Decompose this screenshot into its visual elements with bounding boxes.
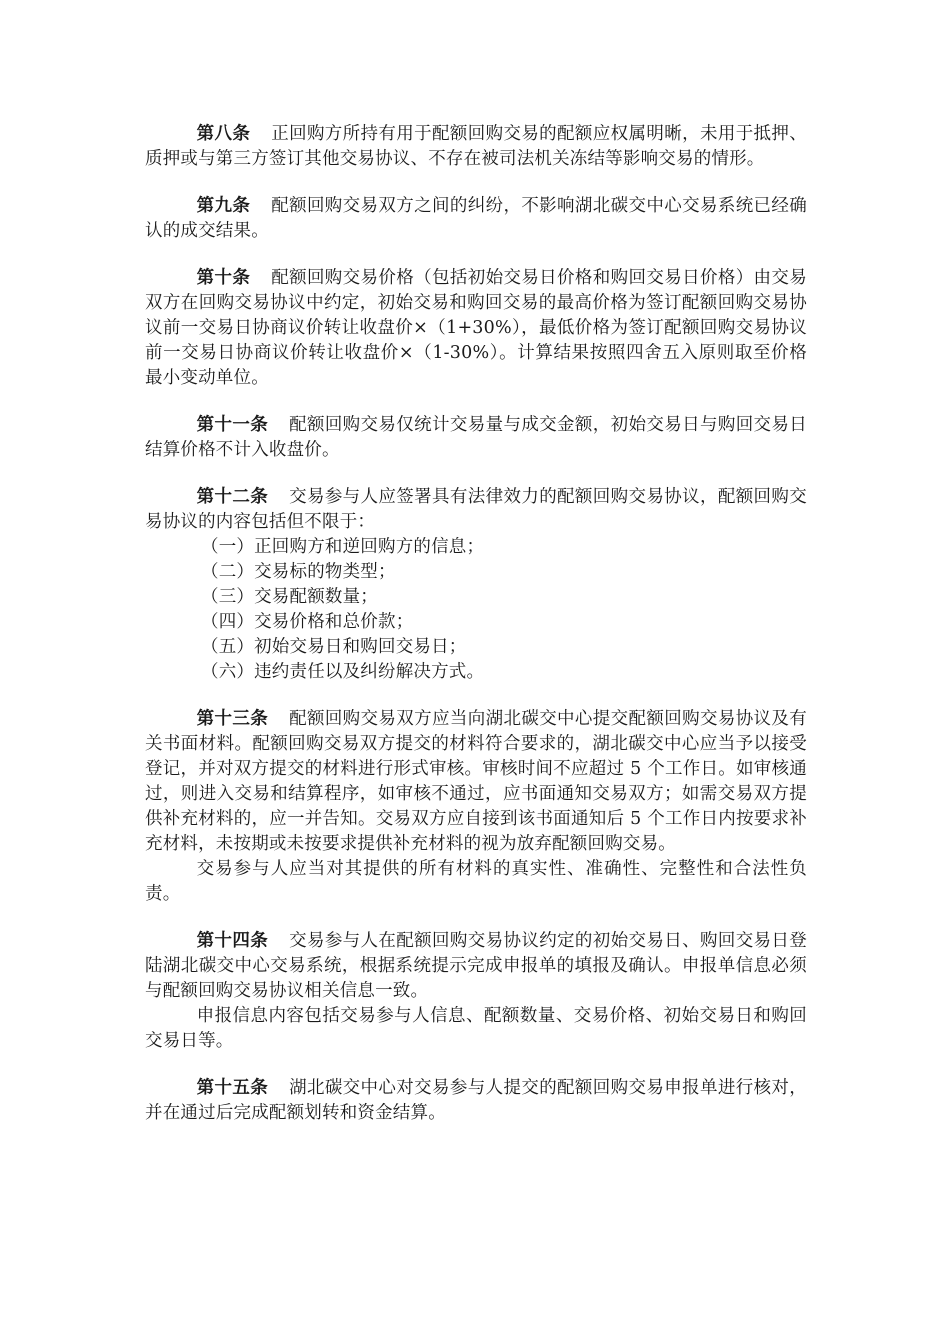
article-text: 正回购方所持有用于配额回购交易的配额应权属明晰，未用于抵押、质押或与第三方签订其他交易协议、不存在被司法机关冻结等影响交易的情形。	[145, 124, 807, 169]
article-11-paragraph	[145, 413, 807, 463]
article-15-paragraph	[145, 1076, 807, 1126]
article-number: 第十四条	[196, 931, 269, 951]
article-14	[145, 929, 807, 1054]
article-12	[145, 485, 807, 685]
article-14-paragraph-2: 申报信息内容包括交易参与人信息、配额数量、交易价格、初始交易日和购回交易日等。	[145, 1006, 807, 1051]
article-12-paragraph	[145, 485, 807, 535]
article-13-paragraph	[145, 707, 807, 857]
article-10-paragraph	[145, 266, 807, 391]
list-item: （五）初始交易日和购回交易日；	[201, 637, 467, 657]
article-13-paragraph-2: 交易参与人应当对其提供的所有材料的真实性、准确性、完整性和合法性负责。	[145, 859, 807, 904]
article-text: 配额回购交易仅统计交易量与成交金额，初始交易日与购回交易日结算价格不计入收盘价。	[145, 415, 807, 460]
article-11	[145, 413, 807, 463]
article-number: 第十一条	[196, 415, 269, 435]
article-text: 交易参与人在配额回购交易协议约定的初始交易日、购回交易日登陆湖北碳交中心交易系统，根据系统提示完成申报单的填报及确认。申报单信息必须与配额回购交易协议相关信息一致。	[145, 931, 807, 1001]
article-text: 配额回购交易双方之间的纠纷，不影响湖北碳交中心交易系统已经确认的成交结果。	[145, 196, 807, 241]
article-text: 交易参与人应签署具有法律效力的配额回购交易协议，配额回购交易协议的内容包括但不限于：	[145, 487, 807, 532]
article-number: 第十五条	[196, 1078, 269, 1098]
article-text: 湖北碳交中心对交易参与人提交的配额回购交易申报单进行核对，并在通过后完成配额划转和资金结算。	[145, 1078, 807, 1123]
article-number: 第九条	[196, 196, 251, 216]
article-13	[145, 707, 807, 907]
article-text: 配额回购交易价格（包括初始交易日价格和购回交易日价格）由交易双方在回购交易协议中约定，初始交易和购回交易的最高价格为签订配额回购交易协议前一交易日协商议价转让收盘价×（1+30%），最低价格为签订配额回购交易协议前一交易日协商议价转让收盘价×（1-30%）。计算结果按照四舍五入原则取至价格最小变动单位。	[145, 268, 807, 388]
list-item: （六）违约责任以及纠纷解决方式。	[201, 662, 485, 682]
article-text: 配额回购交易双方应当向湖北碳交中心提交配额回购交易协议及有关书面材料。配额回购交易双方提交的材料符合要求的，湖北碳交中心应当予以接受登记，并对双方提交的材料进行形式审核。审核时间不应超过 5 个工作日。如审核通过，则进入交易和结算程序，如审核不通过，应书面通知交易双方；如需交易双方提供补充材料的，应一并告知。交易双方应自接到该书面通知后 5 个工作日内按要求补充材料，未按期或未按要求提供补充材料的视为放弃配额回购交易。	[145, 709, 807, 854]
list-item: （四）交易价格和总价款；	[201, 612, 414, 632]
article-9-paragraph	[145, 194, 807, 244]
article-14-paragraph	[145, 929, 807, 1004]
article-9	[145, 194, 807, 244]
article-10	[145, 266, 807, 391]
list-item: （三）交易配额数量；	[201, 587, 378, 607]
article-8-paragraph	[145, 122, 807, 172]
article-8	[145, 122, 807, 172]
article-number: 第十二条	[196, 487, 269, 507]
list-item: （二）交易标的物类型；	[201, 562, 396, 582]
document-body	[145, 122, 807, 1148]
article-number: 第十条	[196, 268, 251, 288]
article-number: 第八条	[196, 124, 251, 144]
article-number: 第十三条	[196, 709, 269, 729]
article-15	[145, 1076, 807, 1126]
list-item: （一）正回购方和逆回购方的信息；	[201, 537, 485, 557]
